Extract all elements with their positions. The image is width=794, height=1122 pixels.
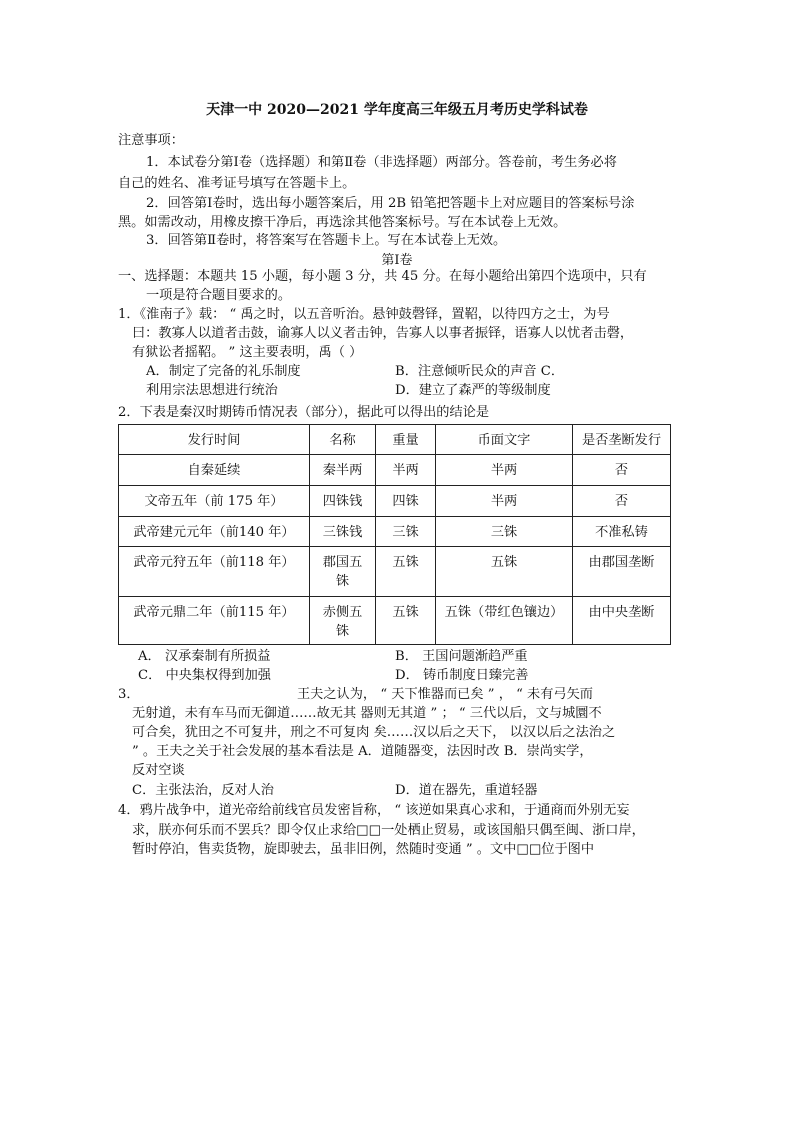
q1-option-d: D．建立了森严的等级制度 (395, 383, 551, 398)
notice-heading: 注意事项： (118, 133, 184, 148)
q3-stem: ” 。王夫之关于社会发展的基本看法是 A．道随器变，法因时改 B．崇尚实学， (132, 744, 593, 759)
q1-option-a: A．制定了完备的礼乐制度 (146, 364, 301, 379)
table-row (119, 455, 671, 486)
table-header-row (119, 425, 671, 455)
table-cell: 武帝元鼎二年（前115 年） (119, 597, 310, 645)
q1-stem: 有狱讼者摇鞀。 ” 这主要表明，禹（ ） (132, 345, 363, 360)
table-row (119, 547, 671, 597)
table-cell: 文帝五年（前 175 年） (119, 486, 310, 517)
table-cell: 由郡国垄断 (573, 547, 671, 597)
table-cell: 四铢钱 (310, 486, 376, 517)
table-cell: 五铢 (436, 547, 573, 597)
table-cell: 否 (573, 455, 671, 486)
q4-stem: 4．鸦片战争中，道光帝给前线官员发密旨称， “ 该逆如果真心求和，于通商而外别无妄 (118, 803, 630, 818)
table-cell: 秦半两 (310, 455, 376, 486)
table-header: 发行时间 (119, 425, 310, 455)
q2-option-a: A． 汉承秦制有所损益 (138, 649, 271, 664)
table-cell: 三铢钱 (310, 517, 376, 547)
table-cell: 半两 (376, 455, 436, 486)
q3-option-c: C．主张法治，反对人治 (132, 783, 274, 798)
notice-line: 自己的姓名、准考证号填写在答题卡上。 (118, 176, 356, 191)
q2-option-d: D． 铸币制度日臻完善 (395, 668, 529, 683)
table-cell: 武帝建元元年（前140 年） (119, 517, 310, 547)
q1-option-c: 利用宗法思想进行统治 (146, 383, 278, 398)
table-cell: 半两 (436, 486, 573, 517)
section-heading: 第Ⅰ卷 (381, 253, 413, 268)
table-cell: 不准私铸 (573, 517, 671, 547)
table-cell: 五铢（带红色镶边） (436, 597, 573, 645)
q1-stem: 曰：教寡人以道者击鼓，谕寡人以义者击钟，告寡人以事者振铎，语寡人以忧者击磬， (132, 326, 634, 341)
table-cell: 郡国五铢 (310, 547, 376, 597)
q3-stem: 可合矣，犹田之不可复井，刑之不可复肉 矣……汉以后之天下， 以汉以后之法治之 (132, 725, 616, 740)
q1-stem: 1．《淮南子》载： “ 禹之时，以五音听治。悬钟鼓磬铎，置鞀，以待四方之士，为号 (118, 307, 610, 322)
part1-instruction: 一项是符合题目要求的。 (146, 288, 292, 303)
notice-line: 1．本试卷分第Ⅰ卷（选择题）和第Ⅱ卷（非选择题）两部分。答卷前，考生务必将 (146, 155, 617, 170)
table-cell: 赤侧五铢 (310, 597, 376, 645)
table-cell: 由中央垄断 (573, 597, 671, 645)
table-cell: 否 (573, 486, 671, 517)
q2-option-c: C． 中央集权得到加强 (138, 668, 271, 683)
table-cell: 武帝元狩五年（前118 年） (119, 547, 310, 597)
table-cell: 半两 (436, 455, 573, 486)
notice-line: 3．回答第Ⅱ卷时，将答案写在答题卡上。写在本试卷上无效。 (146, 233, 507, 248)
exam-title: 天津一中 2020—2021 学年度高三年级五月考历史学科试卷 (206, 102, 588, 118)
q4-stem: 求，朕亦何乐而不罢兵？即令仅止求给□□一处栖止贸易，或该国船只偶至闽、浙口岸， (132, 823, 645, 838)
q2-stem: 2．下表是秦汉时期铸币情况表（部分），据此可以得出的结论是 (118, 405, 490, 420)
q2-option-b: B． 王国问题渐趋严重 (395, 649, 528, 664)
notice-line: 黑。如需改动，用橡皮擦干净后，再选涂其他答案标号。写在本试卷上无效。 (118, 215, 567, 230)
table-cell: 五铢 (376, 547, 436, 597)
table-cell: 三铢 (376, 517, 436, 547)
table-header: 币面文字 (436, 425, 573, 455)
table-row (119, 517, 671, 547)
table-row (119, 597, 671, 645)
table-cell: 自秦延续 (119, 455, 310, 486)
table-cell: 四铢 (376, 486, 436, 517)
q3-stem: 王夫之认为， “ 天下惟器而已矣 ” ， “ 未有弓矢而 (297, 687, 593, 702)
q3-number: 3． (118, 687, 140, 702)
table-cell: 五铢 (376, 597, 436, 645)
table-row (119, 486, 671, 517)
table-header: 是否垄断发行 (573, 425, 671, 455)
q1-option-b: B．注意倾听民众的声音 C． (395, 364, 565, 379)
q4-stem: 暂时停泊，售卖货物，旋即驶去，虽非旧例，然随时变通 ” 。文中□□位于图中 (132, 842, 595, 857)
q3-stem: 反对空谈 (132, 763, 185, 778)
coin-table (118, 424, 671, 645)
table-header: 重量 (376, 425, 436, 455)
table-header: 名称 (310, 425, 376, 455)
notice-line: 2．回答第Ⅰ卷时，选出每小题答案后，用 2B 铅笔把答题卡上对应题目的答案标号涂 (146, 196, 635, 211)
table-cell: 三铢 (436, 517, 573, 547)
part1-instruction: 一、选择题：本题共 15 小题，每小题 3 分，共 45 分。在每小题给出第四个选项中，只有 (118, 269, 647, 284)
q3-option-d: D．道在器先，重道轻器 (395, 783, 538, 798)
q3-stem: 无射道，未有车马而无御道……故无其 器则无其道 ” ； “ 三代以后，文与城圜不 (132, 706, 602, 721)
